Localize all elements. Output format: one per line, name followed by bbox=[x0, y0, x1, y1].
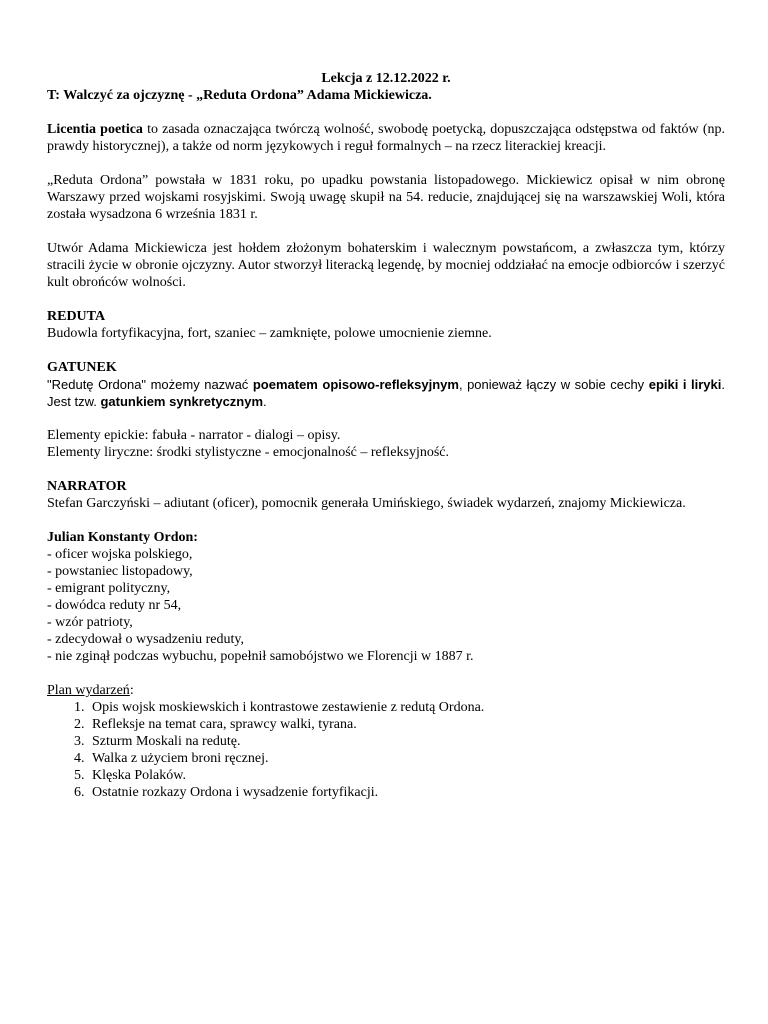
narrator-text: Stefan Garczyński – adiutant (oficer), pomocnik generała Umińskiego, świadek wydarzeń, znajomy Mickiewicza. bbox=[47, 496, 686, 511]
reduta-heading: REDUTA bbox=[47, 309, 106, 324]
gatunek-text-3: . Jest tzw. bbox=[47, 377, 725, 409]
ordon-list bbox=[47, 546, 725, 665]
list-item: - wzór patrioty, bbox=[47, 615, 133, 630]
gatunek-paragraph bbox=[47, 376, 725, 410]
plan-heading-text: Plan wydarzeń bbox=[47, 683, 130, 698]
gatunek-bold-3: gatunkiem synkretycznym bbox=[100, 394, 264, 409]
epic-elements: Elementy epickie: fabuła - narrator - dialogi – opisy. bbox=[47, 428, 341, 443]
lyric-elements: Elementy liryczne: środki stylistyczne - emocjonalność – refleksyjność. bbox=[47, 445, 449, 460]
reduta-definition: Budowla fortyfikacyjna, fort, szaniec – zamknięte, polowe umocnienie ziemne. bbox=[47, 326, 492, 341]
list-item: 4. Walka z użyciem broni ręcznej. bbox=[88, 750, 725, 767]
list-item: 6. Ostatnie rozkazy Ordona i wysadzenie fortyfikacji. bbox=[88, 784, 725, 801]
lesson-topic bbox=[47, 87, 725, 104]
list-item: 2. Refleksje na temat cara, sprawcy walki, tyrana. bbox=[88, 716, 725, 733]
plan-heading bbox=[47, 682, 725, 699]
licentia-term: Licentia poetica bbox=[47, 122, 143, 137]
licentia-paragraph bbox=[47, 121, 725, 155]
list-item: - dowódca reduty nr 54, bbox=[47, 598, 182, 613]
ordon-heading: Julian Konstanty Ordon: bbox=[47, 530, 198, 545]
list-item: - emigrant polityczny, bbox=[47, 581, 171, 596]
lesson-date: Lekcja z 12.12.2022 r. bbox=[321, 71, 451, 86]
gatunek-text-4: . bbox=[263, 394, 267, 409]
topic-title: „Reduta Ordona” Adama Mickiewicza. bbox=[192, 88, 432, 103]
tribute-paragraph: Utwór Adama Mickiewicza jest hołdem złożonym bohaterskim i walecznym powstańcom, a zwłaszcza tym, którzy stracili życie w obronie ojczyzny. Autor stworzył literacką legendę, by mocniej oddziałać na emocje odbiorców i szerzyć kult obrońców wolności. bbox=[47, 241, 725, 290]
list-item: 5. Klęska Polaków. bbox=[88, 767, 725, 784]
list-item: - powstaniec listopadowy, bbox=[47, 564, 193, 579]
topic-prefix: T: Walczyć za ojczyznę - bbox=[47, 88, 193, 103]
gatunek-bold-2: epiki i liryki bbox=[648, 377, 722, 392]
licentia-text: to zasada oznaczająca twórczą wolność, swobodę poetycką, dopuszczająca odstępstwa od faktów (np. prawdy historycznej), a także od norm językowych i reguł formalnych – na rzecz literackiej kreacji. bbox=[47, 122, 725, 154]
document-body bbox=[47, 70, 725, 801]
list-item: 1. Opis wojsk moskiewskich i kontrastowe zestawienie z redutą Ordona. bbox=[88, 699, 725, 716]
plan-list bbox=[47, 699, 725, 801]
gatunek-heading: GATUNEK bbox=[47, 360, 117, 375]
gatunek-text-1: "Redutę Ordona" możemy nazwać bbox=[47, 377, 253, 392]
gatunek-text-2: , ponieważ łączy w sobie cechy bbox=[458, 377, 649, 392]
list-item: 3. Szturm Moskali na redutę. bbox=[88, 733, 725, 750]
plan-heading-colon: : bbox=[129, 683, 134, 698]
narrator-heading: NARRATOR bbox=[47, 479, 127, 494]
list-item: - oficer wojska polskiego, bbox=[47, 547, 193, 562]
list-item: - nie zginął podczas wybuchu, popełnił samobójstwo we Florencji w 1887 r. bbox=[47, 649, 474, 664]
list-item: - zdecydował o wysadzeniu reduty, bbox=[47, 632, 244, 647]
history-paragraph: „Reduta Ordona” powstała w 1831 roku, po upadku powstania listopadowego. Mickiewicz opisał w nim obronę Warszawy przed wojskami rosyjskimi. Swoją uwagę skupił na 54. reducie, znajdującej się na warszawskiej Woli, która została wysadzona 6 września 1831 r. bbox=[47, 173, 725, 222]
gatunek-bold-1: poematem opisowo-refleksyjnym bbox=[252, 377, 459, 392]
